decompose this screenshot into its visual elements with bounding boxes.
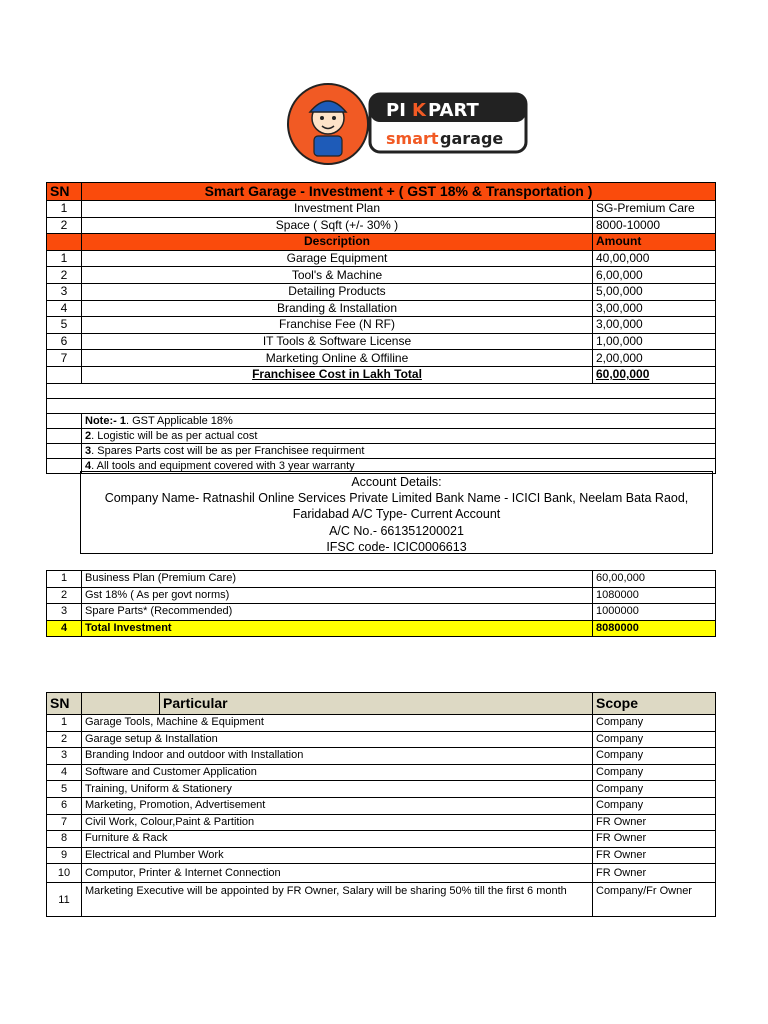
- row-particular: Garage setup & Installation: [82, 731, 593, 748]
- row-sn: 1: [47, 715, 82, 732]
- summary-table: [46, 570, 716, 637]
- row-sn: 9: [47, 847, 82, 864]
- table-row: [47, 847, 716, 864]
- row-sn: 2: [47, 217, 82, 234]
- row-label: Franchise Fee (N RF): [82, 317, 593, 334]
- amount-header: Amount: [593, 234, 716, 251]
- account-title: Account Details:: [351, 475, 442, 489]
- row-label: IT Tools & Software License: [82, 333, 593, 350]
- row-sn: 2: [47, 267, 82, 284]
- description-header-row: [47, 234, 716, 251]
- investment-title: Smart Garage - Investment + ( GST 18% & Transportation ): [82, 183, 716, 201]
- row-particular: Branding Indoor and outdoor with Installation: [82, 748, 593, 765]
- blank-row: [47, 398, 716, 413]
- row-scope: FR Owner: [593, 831, 716, 848]
- row-value: 1000000: [593, 604, 716, 621]
- account-line-2: Faridabad A/C Type- Current Account: [292, 507, 501, 522]
- row-label: Investment Plan: [82, 201, 593, 218]
- table-row: [47, 831, 716, 848]
- row-particular: Marketing, Promotion, Advertisement: [82, 797, 593, 814]
- row-label: Total Investment: [82, 620, 593, 637]
- row-sn: 3: [47, 283, 82, 300]
- row-particular: Computor, Printer & Internet Connection: [82, 864, 593, 883]
- logo-brand-left: PI: [386, 100, 406, 121]
- row-value: 3,00,000: [593, 300, 716, 317]
- row-value: 1,00,000: [593, 333, 716, 350]
- note-text: . Logistic will be as per actual cost: [91, 429, 258, 442]
- note-prefix: 3: [85, 444, 92, 457]
- row-particular: Furniture & Rack: [82, 831, 593, 848]
- row-sn: 4: [47, 300, 82, 317]
- table-row: [47, 587, 716, 604]
- row-sn: 11: [47, 883, 82, 917]
- row-label: Tool's & Machine: [82, 267, 593, 284]
- note-row: [47, 428, 716, 443]
- row-particular: Garage Tools, Machine & Equipment: [82, 715, 593, 732]
- table-row: [47, 250, 716, 267]
- row-label: Garage Equipment: [82, 250, 593, 267]
- row-scope: FR Owner: [593, 814, 716, 831]
- row-sn: 2: [47, 587, 82, 604]
- account-line-1: Company Name- Ratnashil Online Services Private Limited Bank Name - ICICI Bank, Neelam Bata Raod,: [104, 491, 689, 506]
- table-row: [47, 217, 716, 234]
- total-row: [47, 366, 716, 383]
- row-scope: Company: [593, 731, 716, 748]
- row-value: 2,00,000: [593, 350, 716, 367]
- row-sn: 7: [47, 814, 82, 831]
- row-scope: FR Owner: [593, 847, 716, 864]
- row-value: 5,00,000: [593, 283, 716, 300]
- row-label: Branding & Installation: [82, 300, 593, 317]
- table-row: [47, 283, 716, 300]
- row-scope: Company: [593, 748, 716, 765]
- row-label: Spare Parts* (Recommended): [82, 604, 593, 621]
- scope-table: [46, 692, 716, 917]
- note-row: [47, 443, 716, 458]
- sn-header: SN: [47, 693, 82, 715]
- note-prefix: Note:- 1: [85, 414, 126, 427]
- row-scope: FR Owner: [593, 864, 716, 883]
- row-sn: 6: [47, 333, 82, 350]
- table-row: [47, 797, 716, 814]
- table-row: [47, 781, 716, 798]
- row-sn: 10: [47, 864, 82, 883]
- row-value: 3,00,000: [593, 317, 716, 334]
- row-particular: Electrical and Plumber Work: [82, 847, 593, 864]
- table-row: [47, 350, 716, 367]
- table-row: [47, 883, 716, 917]
- logo-tagline-smart: smart: [386, 129, 439, 148]
- svg-text:K: K: [412, 100, 426, 121]
- table-row: [47, 814, 716, 831]
- scope-header-row: [47, 693, 716, 715]
- row-value: 6,00,000: [593, 267, 716, 284]
- row-label: Space ( Sqft (+/- 30% ): [82, 217, 593, 234]
- description-header: Description: [82, 234, 593, 251]
- row-label: Marketing Online & Offiline: [82, 350, 593, 367]
- table-row: [47, 300, 716, 317]
- table-row: [47, 333, 716, 350]
- account-line-4: IFSC code- ICIC0006613: [326, 539, 467, 554]
- row-value: 1080000: [593, 587, 716, 604]
- row-label: Business Plan (Premium Care): [82, 571, 593, 588]
- total-value: 60,00,000: [593, 366, 716, 383]
- logo-brand-right: PART: [428, 100, 479, 121]
- table-row: [47, 267, 716, 284]
- row-sn: 4: [47, 620, 82, 637]
- row-sn: 8: [47, 831, 82, 848]
- row-value: 8000-10000: [593, 217, 716, 234]
- row-scope: Company/Fr Owner: [593, 883, 716, 917]
- row-value: SG-Premium Care: [593, 201, 716, 218]
- note-row: [47, 413, 716, 428]
- row-sn: 1: [47, 201, 82, 218]
- row-sn: 1: [47, 571, 82, 588]
- table-row: [47, 571, 716, 588]
- note-prefix: 2: [85, 429, 92, 442]
- row-sn: 3: [47, 604, 82, 621]
- row-particular: Civil Work, Colour,Paint & Partition: [82, 814, 593, 831]
- row-value: 8080000: [593, 620, 716, 637]
- row-particular: Software and Customer Application: [82, 764, 593, 781]
- row-particular: Marketing Executive will be appointed by FR Owner, Salary will be sharing 50% till the first 6 month: [82, 883, 593, 917]
- investment-header-row: [47, 183, 716, 201]
- table-row: [47, 748, 716, 765]
- table-row: [47, 731, 716, 748]
- row-sn: 7: [47, 350, 82, 367]
- row-sn: 4: [47, 764, 82, 781]
- note-text: . GST Applicable 18%: [125, 414, 233, 427]
- total-investment-row: [47, 620, 716, 637]
- table-row: [47, 715, 716, 732]
- row-scope: Company: [593, 764, 716, 781]
- table-row: [47, 317, 716, 334]
- row-sn: 5: [47, 317, 82, 334]
- row-scope: Company: [593, 781, 716, 798]
- note-text: . Spares Parts cost will be as per Franchisee requirment: [91, 444, 365, 457]
- note-prefix: 4: [85, 459, 92, 472]
- table-row: [47, 864, 716, 883]
- pikpart-logo: [286, 82, 532, 166]
- sn-header: SN: [47, 183, 82, 201]
- note-text: . All tools and equipment covered with 3 year warranty: [91, 459, 355, 472]
- row-value: 40,00,000: [593, 250, 716, 267]
- row-sn: 3: [47, 748, 82, 765]
- table-row: [47, 604, 716, 621]
- row-sn: 6: [47, 797, 82, 814]
- row-particular: Training, Uniform & Stationery: [82, 781, 593, 798]
- row-scope: Company: [593, 715, 716, 732]
- scope-header: Scope: [593, 693, 716, 715]
- row-sn: 5: [47, 781, 82, 798]
- row-label: Detailing Products: [82, 283, 593, 300]
- row-label: Gst 18% ( As per govt norms): [82, 587, 593, 604]
- row-scope: Company: [593, 797, 716, 814]
- table-row: [47, 201, 716, 218]
- total-label: Franchisee Cost in Lakh Total: [82, 366, 593, 383]
- particular-header: Particular: [160, 693, 593, 715]
- logo-tagline-garage: garage: [440, 129, 504, 148]
- row-value: 60,00,000: [593, 571, 716, 588]
- account-details-box: [80, 471, 713, 554]
- account-line-3: A/C No.- 661351200021: [329, 523, 464, 538]
- investment-table: [46, 182, 716, 474]
- row-sn: 2: [47, 731, 82, 748]
- blank-row: [47, 383, 716, 398]
- table-row: [47, 764, 716, 781]
- row-sn: 1: [47, 250, 82, 267]
